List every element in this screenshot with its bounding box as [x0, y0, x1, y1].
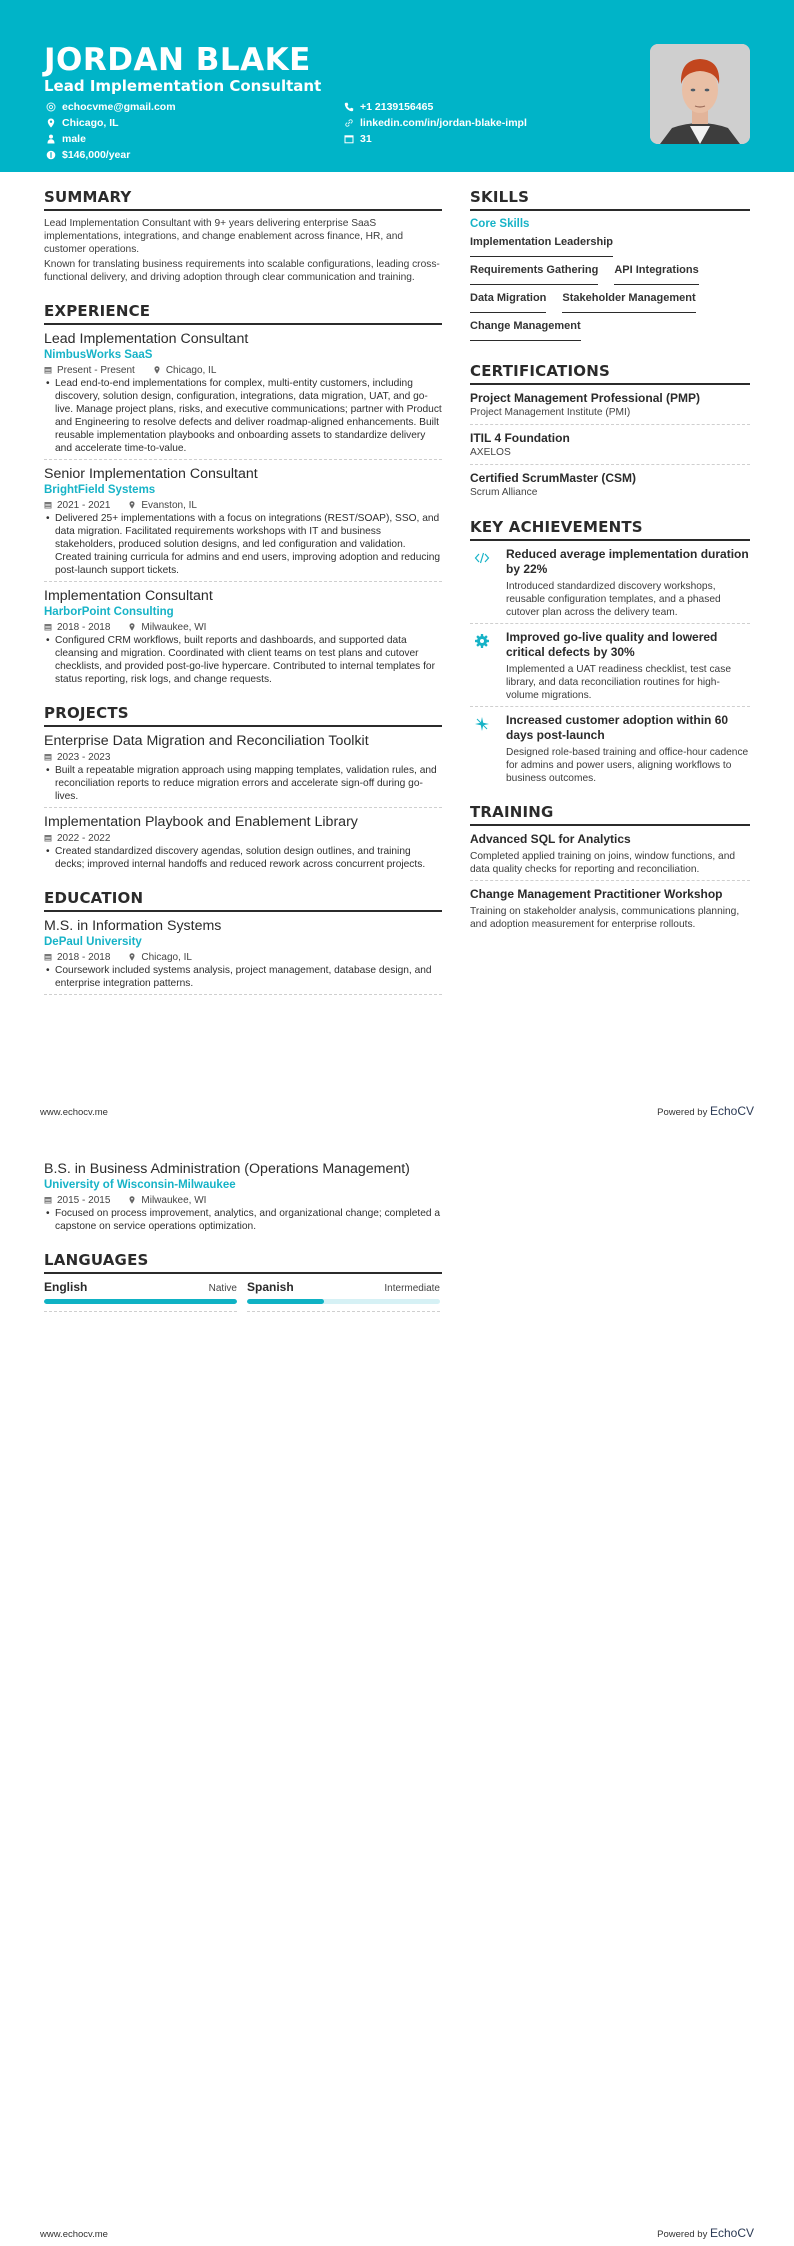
job-meta — [44, 363, 442, 377]
education-bullet-text: Coursework included systems analysis, project management, database design, and enterprise integration patterns. — [55, 965, 432, 989]
contact-linkedin[interactable] — [344, 115, 527, 131]
profile-photo — [650, 44, 750, 144]
section-title-education: EDUCATION — [44, 889, 442, 912]
contact-gender — [46, 131, 176, 147]
education-dates: 2018 - 2018 — [57, 951, 111, 963]
skill-tag: API Integrations — [614, 260, 698, 285]
project-bullet-text: Created standardized discovery agendas, solution design outlines, and training decks; improved internal handoffs and reduced rework across concurrent projects. — [55, 846, 426, 870]
job-meta — [44, 620, 442, 634]
skill-list — [470, 232, 750, 344]
calendar-icon — [44, 834, 55, 842]
divider — [44, 581, 442, 582]
language-proficiency-fill — [44, 1299, 237, 1304]
project-name: Implementation Playbook and Enablement Library — [44, 814, 358, 830]
education-dates: 2015 - 2015 — [57, 1194, 111, 1206]
powered-by-label: Powered by — [657, 2229, 710, 2240]
language-item — [44, 1280, 237, 1312]
gear-icon — [470, 630, 506, 702]
location-pin-icon — [46, 118, 62, 128]
calendar-icon — [44, 953, 55, 961]
contact-salary — [46, 147, 176, 163]
certification-item — [470, 470, 750, 500]
divider — [44, 807, 442, 808]
job-location: Milwaukee, WI — [141, 621, 207, 633]
achievement-title: Increased customer adoption within 60 days post-launch — [506, 713, 729, 742]
brand-name[interactable]: EchoCV — [709, 1104, 754, 1118]
divider — [44, 1311, 237, 1312]
location-pin-icon — [128, 501, 139, 509]
job-dates: 2021 - 2021 — [57, 499, 111, 511]
skill-tag: Data Migration — [470, 288, 546, 313]
location-pin-icon — [153, 366, 164, 374]
job-title: Lead Implementation Consultant — [44, 331, 249, 347]
school-name: DePaul University — [44, 936, 142, 948]
calendar-icon — [44, 366, 55, 374]
education-section — [44, 889, 442, 995]
at-icon — [46, 102, 62, 112]
skill-tag: Requirements Gathering — [470, 260, 598, 285]
skill-category: Core Skills — [470, 218, 530, 230]
divider — [247, 1311, 440, 1312]
section-title-projects: PROJECTS — [44, 704, 442, 727]
project-bullet-text: Built a repeatable migration approach using mapping templates, validation rules, and reconciliation reports to reduce migration errors and accelerate sign-off during go-lives. — [55, 765, 437, 802]
company-name: NimbusWorks SaaS — [44, 349, 153, 361]
certification-name: Project Management Professional (PMP) — [470, 391, 701, 405]
achievement-desc: Implemented a UAT readiness checklist, test case library, and data reconciliation routines for high-volume migrations. — [506, 664, 731, 701]
achievement-item — [470, 541, 750, 619]
sparkle-icon — [470, 713, 506, 785]
certification-issuer: Scrum Alliance — [470, 487, 538, 498]
language-name: Spanish — [247, 1280, 294, 1294]
job-bullet-text: Configured CRM workflows, built reports and dashboards, and supported data cleansing and migration. Coordinated with client teams on test plans and cutover checklists, and provided post-go-live hypercare. Contributed to internal templates for status reporting, risk logs, and change requests. — [55, 635, 435, 685]
section-title-languages: LANGUAGES — [44, 1251, 442, 1274]
phone-icon — [344, 102, 360, 112]
footer-website[interactable]: www.echocv.me — [40, 2229, 108, 2240]
experience-item — [44, 330, 442, 460]
contact-list-right — [344, 99, 527, 147]
language-list — [44, 1280, 442, 1312]
training-desc: Completed applied training on joins, window functions, and data quality checks for reporting and reconciliation. — [470, 851, 736, 875]
project-dates: 2023 - 2023 — [57, 751, 111, 763]
certifications-section — [470, 362, 750, 500]
achievements-section — [470, 518, 750, 785]
divider — [44, 994, 442, 995]
brand-name[interactable]: EchoCV — [709, 2226, 754, 2240]
footer-website[interactable]: www.echocv.me — [40, 1107, 108, 1118]
money-icon — [46, 150, 62, 160]
education-meta — [44, 1193, 442, 1207]
training-item — [470, 832, 750, 881]
right-column — [470, 188, 750, 931]
contact-list-left — [46, 99, 176, 163]
skills-section — [470, 188, 750, 344]
achievement-item — [470, 707, 750, 785]
project-item — [44, 813, 442, 871]
achievement-title: Improved go-live quality and lowered critical defects by 30% — [506, 630, 718, 659]
language-proficiency-bar — [44, 1299, 237, 1304]
candidate-name: JORDAN BLAKE — [44, 42, 311, 78]
skill-tag: Implementation Leadership — [470, 232, 613, 257]
contact-gender-text: male — [62, 133, 86, 145]
calendar-icon — [44, 1196, 55, 1204]
divider — [470, 424, 750, 425]
certification-item — [470, 430, 750, 465]
summary-paragraph: Lead Implementation Consultant with 9+ years delivering enterprise SaaS implementations, integrations, and change enablement across finance, HR, and customer operations. — [44, 218, 404, 255]
contact-email-text: echocvme@gmail.com — [62, 101, 176, 113]
project-meta — [44, 750, 442, 764]
project-item — [44, 732, 442, 808]
education-meta — [44, 950, 442, 964]
section-title-certifications: CERTIFICATIONS — [470, 362, 750, 385]
language-item — [247, 1280, 440, 1312]
resume-header — [0, 0, 794, 172]
profile-photo-illustration — [650, 44, 750, 144]
job-bullet: • Lead end-to-end implementations for complex, multi-entity customers, including discovery, solution design, configuration, integrations, data migration, UAT, and go-live. Manage project plans, risks, and executive communications; partner with Product and Engineering to resolve defects and deliver roadmap-aligned enhancements. Built reusable implementation playbooks and onboarding assets to standardize delivery and accelerate time-to-value. — [46, 378, 442, 454]
left-column — [44, 188, 442, 995]
certification-name: Certified ScrumMaster (CSM) — [470, 471, 637, 485]
language-proficiency-fill — [247, 1299, 324, 1304]
job-dates: Present - Present — [57, 364, 135, 376]
project-bullet: • Created standardized discovery agendas, solution design outlines, and training decks; improved internal handoffs and reduced rework across concurrent projects. — [44, 845, 442, 871]
contact-location-text: Chicago, IL — [62, 117, 119, 129]
education-location: Chicago, IL — [141, 951, 192, 963]
location-pin-icon — [128, 623, 139, 631]
education-item — [44, 1160, 442, 1233]
contact-age-text: 31 — [360, 133, 372, 145]
job-location: Chicago, IL — [165, 364, 217, 376]
powered-by-label: Powered by — [657, 1107, 710, 1118]
contact-email[interactable] — [46, 99, 176, 115]
contact-age — [344, 131, 527, 147]
language-level: Intermediate — [384, 1283, 440, 1294]
calendar-icon — [44, 753, 55, 761]
job-bullet-text: Delivered 25+ implementations with a focus on integrations (REST/SOAP), SSO, and data migration. Facilitated requirements workshops with IT and business stakeholders, produced solution designs, and led configuration and validation. Created training curricula for admins and end users, improving adoption and reducing post-launch support tickets. — [55, 513, 441, 576]
degree-name: B.S. in Business Administration (Operations Management) — [44, 1161, 410, 1177]
training-name: Change Management Practitioner Workshop — [470, 887, 723, 901]
project-meta — [44, 831, 442, 845]
training-name: Advanced SQL for Analytics — [470, 832, 631, 846]
training-section — [470, 803, 750, 931]
page-footer — [40, 1104, 754, 1118]
section-title-achievements: KEY ACHIEVEMENTS — [470, 518, 750, 541]
calendar-icon — [44, 501, 55, 509]
calendar-icon — [344, 134, 360, 144]
section-title-skills: SKILLS — [470, 188, 750, 211]
education-bullet: • Coursework included systems analysis, project management, database design, and enterprise integration patterns. — [44, 964, 442, 990]
divider — [470, 464, 750, 465]
section-title-training: TRAINING — [470, 803, 750, 826]
certification-name: ITIL 4 Foundation — [470, 431, 570, 445]
page-footer — [40, 2226, 754, 2240]
divider — [470, 880, 750, 881]
school-name: University of Wisconsin-Milwaukee — [44, 1179, 236, 1191]
achievement-title: Reduced average implementation duration by 22% — [506, 547, 749, 576]
language-proficiency-bar — [247, 1299, 440, 1304]
left-column-page-2 — [44, 1160, 442, 1312]
footer-powered-by — [657, 1104, 754, 1118]
contact-linkedin-text: linkedin.com/in/jordan-blake-impl — [360, 117, 527, 129]
experience-item — [44, 465, 442, 582]
job-dates: 2018 - 2018 — [57, 621, 111, 633]
projects-section — [44, 704, 442, 871]
job-bullet-text: Lead end-to-end implementations for complex, multi-entity customers, including discovery, solution design, configuration, integrations, data migration, UAT, and go-live. Manage project plans, risks, and executive communications; partner with Product and Engineering to resolve defects and deliver roadmap-aligned enhancements. Built reusable implementation playbooks and onboarding assets to standardize delivery and accelerate time-to-value. — [55, 378, 442, 454]
footer-powered-by — [657, 2226, 754, 2240]
certification-issuer: Project Management Institute (PMI) — [470, 407, 631, 418]
languages-section — [44, 1251, 442, 1312]
experience-item — [44, 587, 442, 686]
job-location: Evanston, IL — [141, 499, 197, 511]
location-pin-icon — [128, 953, 139, 961]
contact-salary-text: $146,000/year — [62, 149, 131, 161]
job-bullet: • Delivered 25+ implementations with a focus on integrations (REST/SOAP), SSO, and data migration. Facilitated requirements workshops with IT and business stakeholders, produced solution designs, and led configuration and validation. Created training curricula for admins and end users, improving adoption and reducing post-launch support tickets. — [46, 513, 441, 576]
contact-phone[interactable] — [344, 99, 527, 115]
language-name: English — [44, 1280, 88, 1294]
certification-issuer: AXELOS — [470, 447, 511, 458]
section-title-summary: SUMMARY — [44, 188, 442, 211]
achievement-item — [470, 624, 750, 702]
language-level: Native — [208, 1283, 237, 1294]
section-title-experience: EXPERIENCE — [44, 302, 442, 325]
degree-name: M.S. in Information Systems — [44, 918, 222, 934]
job-title: Implementation Consultant — [44, 588, 213, 604]
project-dates: 2022 - 2022 — [57, 832, 111, 844]
certification-item — [470, 390, 750, 425]
person-icon — [46, 134, 62, 144]
project-name: Enterprise Data Migration and Reconciliation Toolkit — [44, 733, 369, 749]
contact-location — [46, 115, 176, 131]
link-icon — [344, 118, 360, 128]
skill-tag: Change Management — [470, 316, 581, 341]
training-desc: Training on stakeholder analysis, communications planning, and adoption measurement for enterprise rollouts. — [470, 906, 740, 930]
education-location: Milwaukee, WI — [141, 1194, 207, 1206]
candidate-headline: Lead Implementation Consultant — [44, 77, 322, 95]
job-title: Senior Implementation Consultant — [44, 466, 258, 482]
experience-section — [44, 302, 442, 686]
job-bullet: • Configured CRM workflows, built reports and dashboards, and supported data cleansing and migration. Coordinated with client teams on test plans and cutover checklists, and provided post-go-live hypercare. Contributed to internal templates for status reporting, risk logs, and change requests. — [44, 634, 442, 686]
summary-section — [44, 188, 442, 284]
job-meta — [44, 498, 442, 512]
contact-phone-text: +1 2139156465 — [360, 101, 434, 113]
calendar-icon — [44, 623, 55, 631]
skill-tag: Stakeholder Management — [562, 288, 695, 313]
code-icon — [470, 547, 506, 619]
project-bullet: • Built a repeatable migration approach using mapping templates, validation rules, and reconciliation reports to reduce migration errors and accelerate sign-off during go-lives. — [44, 764, 442, 803]
summary-paragraph: Known for translating business requirements into scalable configurations, leading cross-functional delivery, and driving adoption through clear communication and training. — [44, 259, 440, 283]
education-item — [44, 917, 442, 995]
divider — [44, 459, 442, 460]
education-bullet: • Focused on process improvement, analytics, and organizational change; completed a capstone on service operations optimization. — [46, 1208, 441, 1232]
training-item — [470, 887, 750, 931]
company-name: HarborPoint Consulting — [44, 606, 174, 618]
company-name: BrightField Systems — [44, 484, 156, 496]
achievement-desc: Introduced standardized discovery workshops, reusable configuration templates, and a phased cutover plan across the delivery team. — [506, 581, 721, 618]
achievement-desc: Designed role-based training and office-hour cadence for admins and power users, aligning workflows to business outcomes. — [506, 747, 749, 784]
education-bullet-text: Focused on process improvement, analytics, and organizational change; completed a capstone on service operations optimization. — [55, 1208, 441, 1232]
location-pin-icon — [128, 1196, 139, 1204]
